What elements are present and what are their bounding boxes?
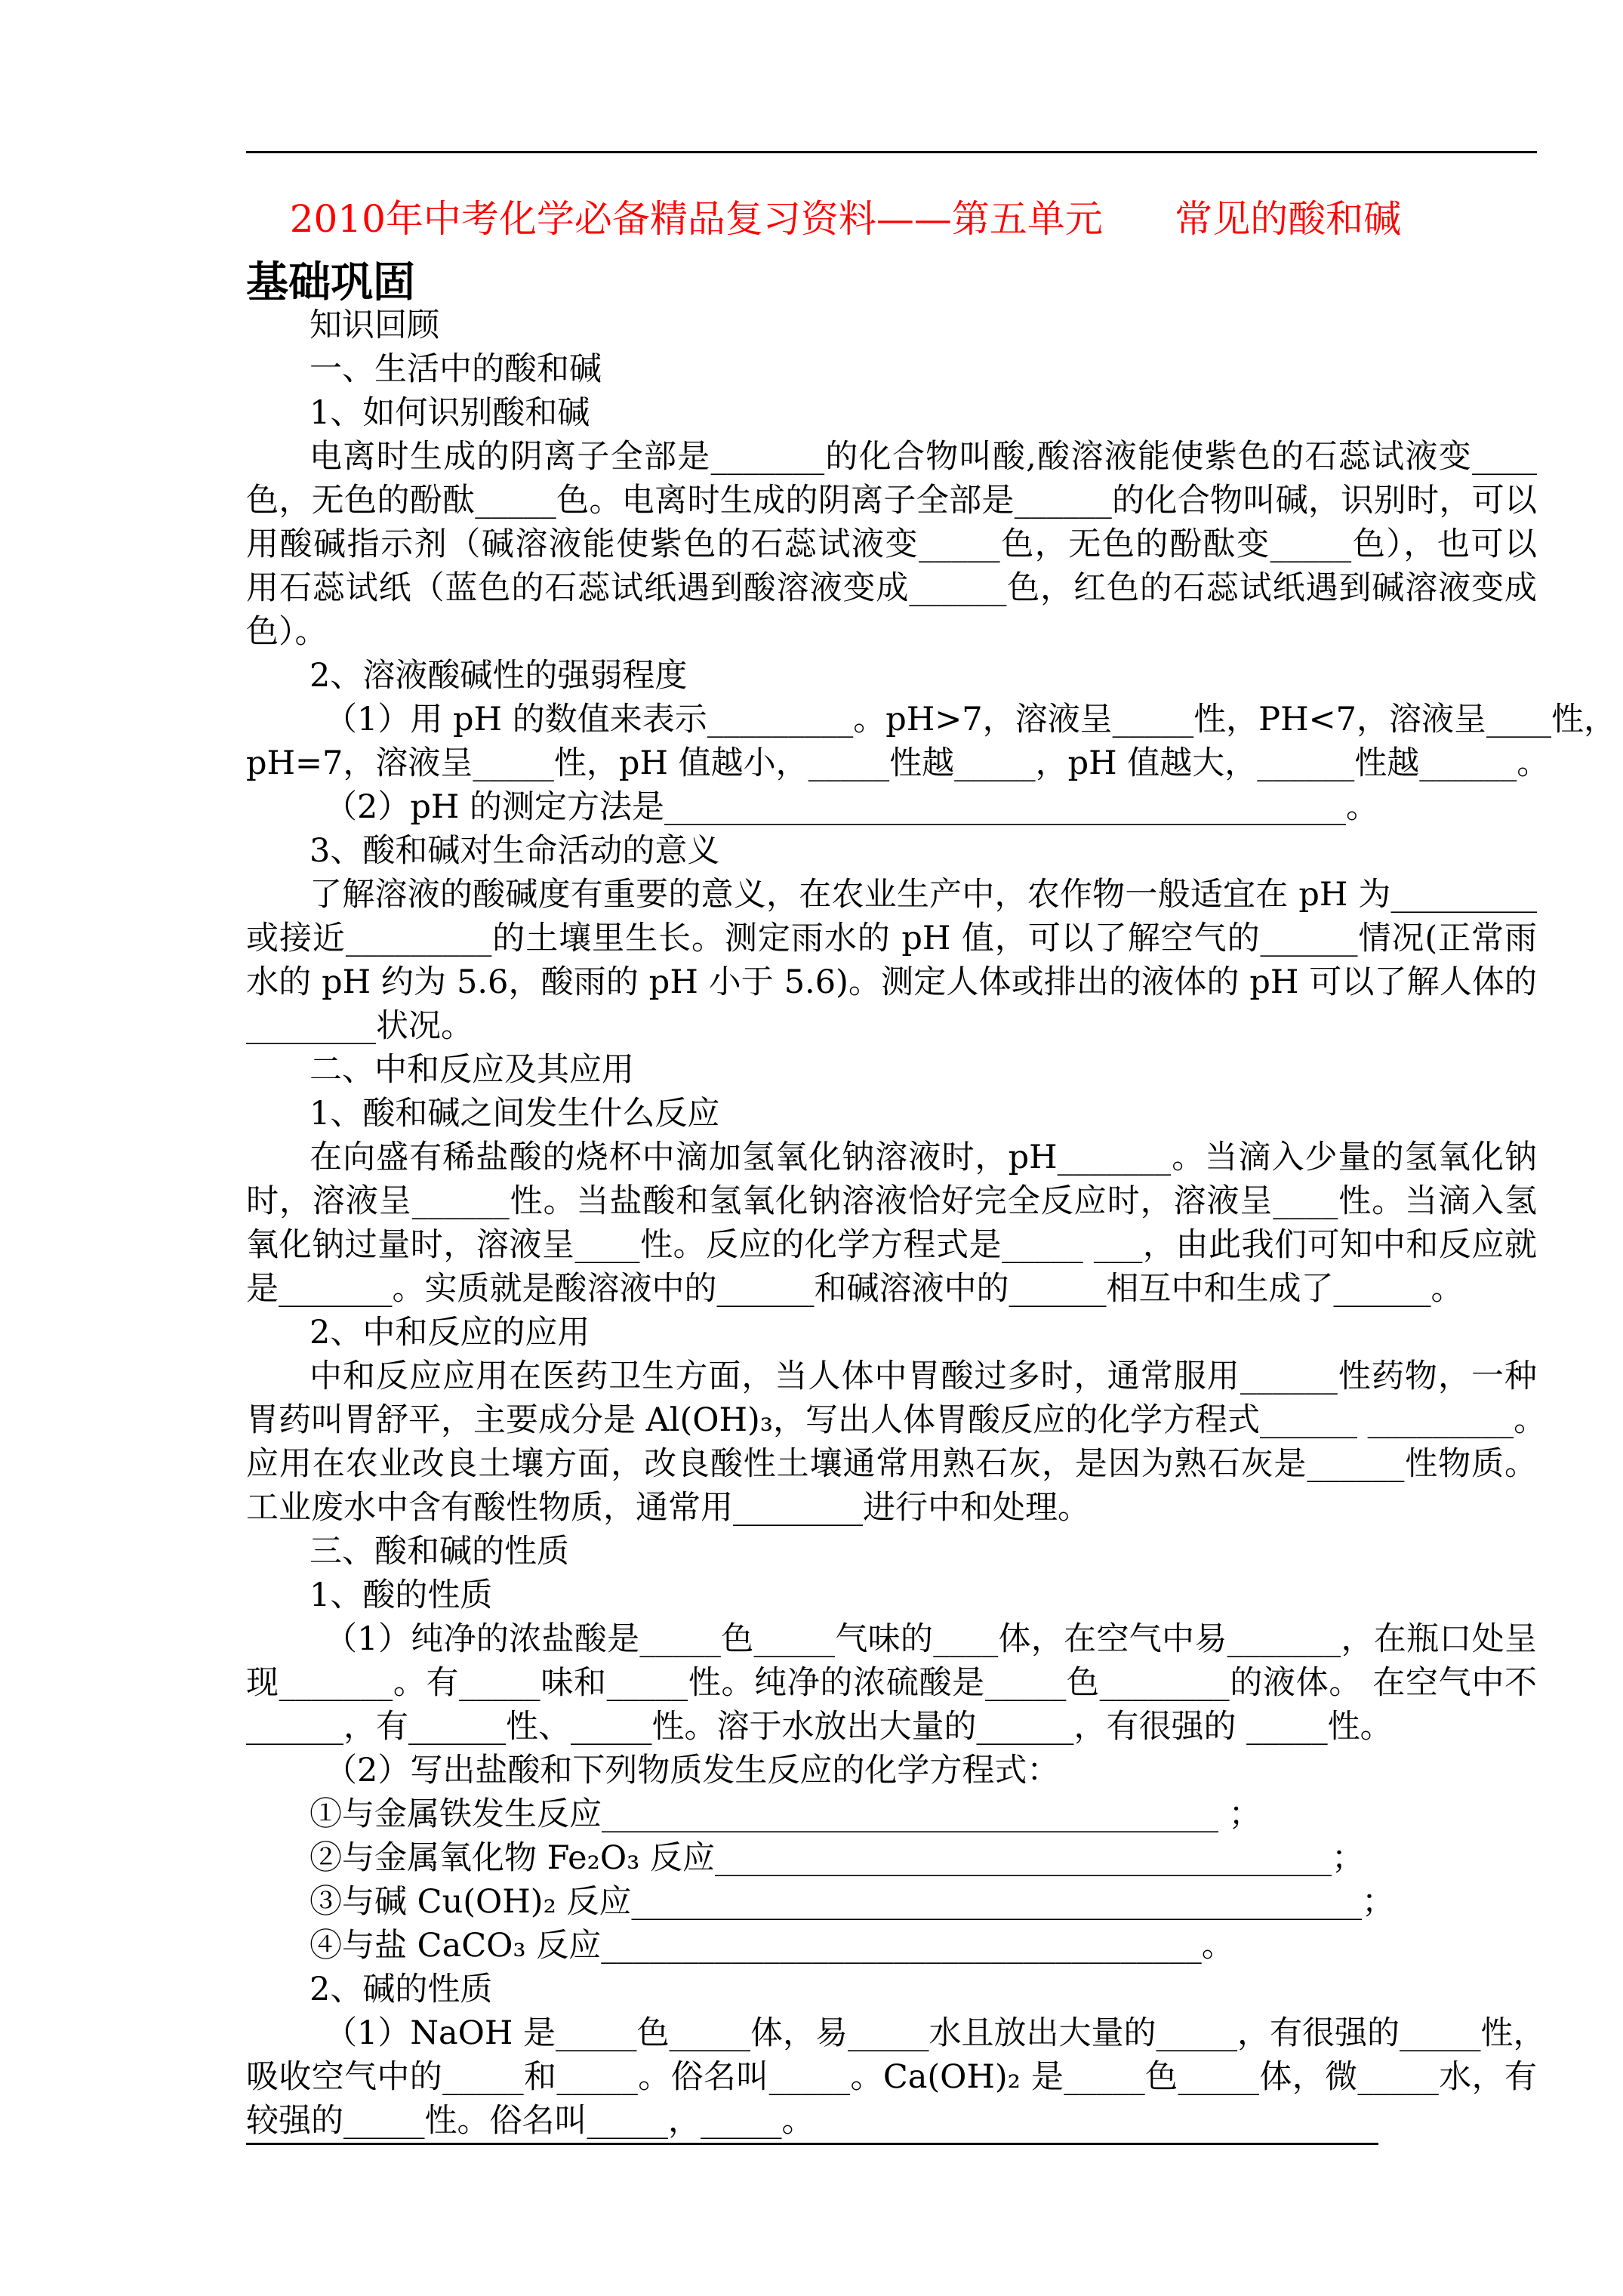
text-line: 用石蕊试纸（蓝色的石蕊试纸遇到酸溶液变成______色，红色的石蕊试纸遇到碱溶液变成 [246,569,1537,607]
document-title: 2010年中考化学必备精品复习资料——第五单元 常见的酸和碱 [289,197,1402,241]
text-line: 1、如何识别酸和碱 [310,394,590,432]
text-line: 时，溶液呈______性。当盐酸和氢氧化钠溶液恰好完全反应时，溶液呈____性。当滴入氢 [246,1182,1537,1220]
text-line: （1）用 pH 的数值来表示_________。pH>7，溶液呈_____性，PH<7，溶液呈____性， [325,701,1616,738]
text-line: ③与碱 Cu(OH)₂ 反应_____________________________________________； [310,1883,1394,1921]
text-line: ②与金属氧化物 Fe₂O₃ 反应______________________________________； [310,1839,1364,1877]
text-line: pH=7，溶液呈_____性，pH 值越小，_____性越_____，pH 值越大，______性越______。 [246,744,1550,782]
text-line: ④与盐 CaCO₃ 反应_____________________________________。 [310,1927,1234,1965]
text-line: 吸收空气中的_____和_____。俗名叫_____。Ca(OH)₂ 是_____色_____体，微_____水，有 [246,2058,1537,2096]
section-heading: 基础巩固 [246,257,415,307]
text-line: 或接近_________的土壤里生长。测定雨水的 pH 值，可以了解空气的______情况(正常雨 [246,920,1537,957]
text-line: 在向盛有稀盐酸的烧杯中滴加氢氧化钠溶液时，pH_______。当滴入少量的氢氧化钠 [310,1139,1537,1176]
text-line: 知识回顾 [310,307,439,344]
text-line: （1）纯净的浓盐酸是_____色_____气味的____体，在空气中易_______，在瓶口处呈 [325,1620,1537,1658]
text-line: 用酸碱指示剂（碱溶液能使紫色的石蕊试液变_____色，无色的酚酞变_____色），也可以 [246,525,1537,563]
text-line: 1、酸和碱之间发生什么反应 [310,1095,720,1133]
text-line: 电离时生成的阴离子全部是_______的化合物叫酸,酸溶液能使紫色的石蕊试液变____ [310,438,1537,476]
text-line: 色，无色的酚酞_____色。电离时生成的阴离子全部是______的化合物叫碱，识别时，可以 [246,482,1537,519]
text-line: 二、中和反应及其应用 [310,1051,634,1089]
text-line: （2）pH 的测定方法是__________________________________________。 [325,788,1379,826]
text-line: 现_______。有_____味和_____性。纯净的浓硫酸是_____色________的液体。 在空气中不 [246,1664,1537,1702]
text-line: 工业废水中含有酸性物质，通常用________进行中和处理。 [246,1489,1090,1527]
text-line: 较强的_____性。俗名叫_____，_____。 [246,2102,815,2140]
text-line: 三、酸和碱的性质 [310,1533,569,1570]
text-line: 氧化钠过量时，溶液呈____性。反应的化学方程式是_____ ___，由此我们可知中和反应就 [246,1226,1537,1264]
text-line: 是_______。实质就是酸溶液中的______和碱溶液中的______相互中和生成了______。 [246,1270,1464,1308]
text-line: 中和反应应用在医药卫生方面，当人体中胃酸过多时，通常服用______性药物，一种 [310,1358,1537,1395]
text-line: ________状况。 [246,1007,473,1045]
text-line: ①与金属铁发生反应______________________________________ ； [310,1795,1261,1833]
text-line: 2、溶液酸碱性的强弱程度 [310,657,688,695]
text-line: 水的 pH 约为 5.6，酸雨的 pH 小于 5.6)。测定人体或排出的液体的 pH 可以了解人体的 [246,963,1537,1001]
header-rule [246,151,1537,153]
text-line: （2）写出盐酸和下列物质发生反应的化学方程式： [325,1752,1060,1789]
text-line: ______，有______性、_____性。溶于水放出大量的______，有很强的 _____性。 [246,1708,1393,1746]
text-line: 一、生活中的酸和碱 [310,350,602,388]
text-line: 2、中和反应的应用 [310,1314,590,1351]
text-line: 3、酸和碱对生命活动的意义 [310,832,720,870]
text-line: 1、酸的性质 [310,1576,493,1614]
text-line: 了解溶液的酸碱度有重要的意义，在农业生产中，农作物一般适宜在 pH 为_________ [310,876,1537,914]
text-line: 应用在农业改良土壤方面，改良酸性土壤通常用熟石灰，是因为熟石灰是______性物质。 [246,1445,1537,1483]
footer-rule [246,2143,1378,2145]
text-line: 色）。 [246,613,328,651]
text-line: 2、碱的性质 [310,1971,493,2008]
text-line: （1）NaOH 是_____色_____体，易_____水且放出大量的_____，有很强的_____性， [325,2014,1546,2052]
text-line: 胃药叫胃舒平，主要成分是 Al(OH)₃，写出人体胃酸反应的化学方程式______ _________。 [246,1401,1547,1439]
